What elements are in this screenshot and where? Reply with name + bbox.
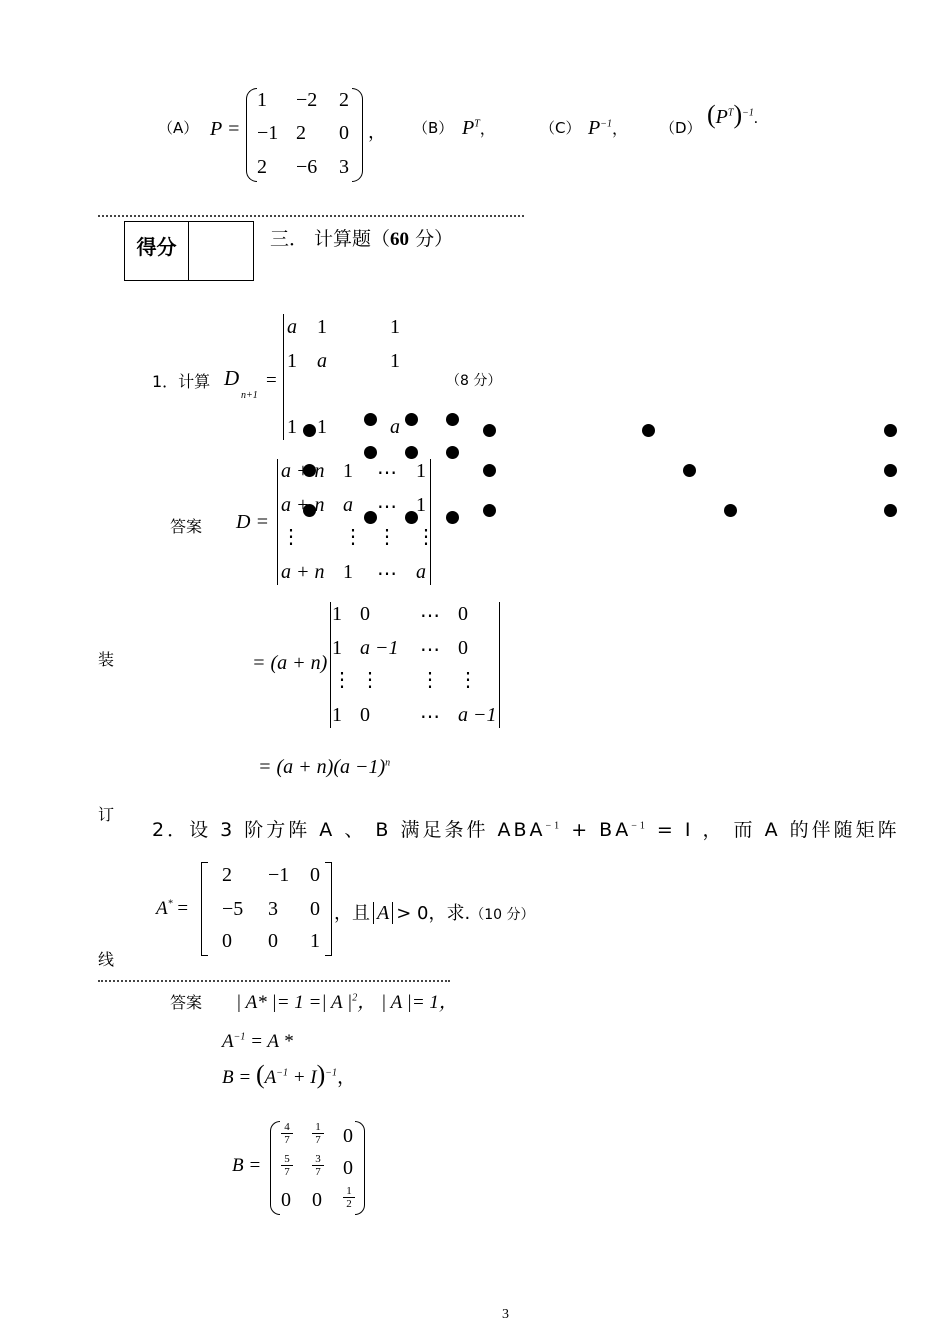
matrix-cell: −1: [257, 122, 279, 144]
artifact-dot: [303, 424, 316, 437]
matrix-cell: 3: [268, 898, 278, 920]
matrix-cell: 3: [339, 156, 349, 178]
matrix-cell: ⋮: [377, 526, 397, 548]
q2-text: 2．设 3 阶方阵 A 、 B 满足条件 $ABA^{-1} + BA^{-1} = I$ ， 而 A 的伴随矩阵: [152, 819, 900, 841]
artifact-dot: [364, 511, 377, 524]
q1-ans-det-right-bar: [430, 459, 431, 585]
q2-ans2: $A^{-1} = A$ *: [222, 1031, 293, 1052]
matrix-cell: ⋮: [420, 669, 440, 691]
matrix-cell: a: [317, 350, 327, 372]
q1-label: 1．计算: [152, 372, 211, 391]
matrix-cell: 1: [332, 637, 342, 659]
artifact-dot: [446, 413, 459, 426]
matrix-cell: 1: [390, 350, 400, 372]
matrix-cell: 0: [343, 1125, 353, 1147]
matrix-cell: 1: [390, 316, 400, 338]
q1-step2-lhs: = (a + n): [252, 652, 328, 674]
matrix-cell: a + n: [281, 460, 325, 482]
choice-d-expr: $(P^T)^{-1}$.: [707, 100, 758, 129]
artifact-dot: [642, 424, 655, 437]
q1-step2-det-left-bar: [330, 602, 331, 728]
choice-a-label: （A）: [158, 119, 199, 137]
matrix-cell: 0: [458, 603, 468, 625]
matrix-cell: −2: [296, 89, 318, 111]
q1-eq: =: [266, 370, 277, 391]
matrix-cell: 1: [317, 416, 327, 438]
q1-step2-det-right-bar: [499, 602, 500, 728]
page-number: 3: [502, 1307, 509, 1322]
matrix-cell: 1: [257, 89, 267, 111]
margin-xian: 线: [98, 950, 115, 969]
matrix-cell: ⋮: [416, 526, 436, 548]
matrix-cell: 0: [360, 704, 370, 726]
choice-a-tail: ，: [368, 122, 386, 143]
artifact-dot: [405, 413, 418, 426]
choice-a-lhs: P =: [210, 118, 241, 140]
choice-b-label: （B）: [413, 119, 454, 137]
matrix-cell: a + n: [281, 494, 325, 516]
score-label: 得分: [125, 222, 189, 280]
matrix-cell: 0: [312, 1189, 322, 1211]
matrix-cell: 1: [287, 350, 297, 372]
matrix-cell: 2: [222, 864, 232, 886]
score-box: [124, 221, 254, 281]
matrix-cell: −5: [222, 898, 244, 920]
q1-points: （8 分）: [446, 373, 502, 389]
matrix-cell: 0: [310, 864, 320, 886]
margin-ding: 订: [98, 805, 115, 824]
matrix-cell: ⋯: [377, 496, 397, 518]
margin-zhuang: 装: [98, 650, 115, 669]
matrix-cell: a: [390, 416, 400, 438]
fraction-cell: $\frac{1}{7}$: [312, 1121, 324, 1146]
q2-condition: ，且 A > 0，求.（10 分）: [334, 902, 535, 924]
matrix-cell: 1: [332, 704, 342, 726]
fraction-cell: $\frac{5}{7}$: [281, 1153, 293, 1178]
matrix-cell: ⋮: [458, 669, 478, 691]
q2-answer-label: 答案: [170, 993, 203, 1012]
q1-ans-det-left-bar: [277, 459, 278, 585]
matrix-cell: 1: [287, 416, 297, 438]
matrix-cell: ⋮: [281, 526, 301, 548]
artifact-dot: [884, 464, 897, 477]
q1-lhs: D: [224, 366, 240, 390]
p-matrix-left-paren: [246, 88, 257, 182]
matrix-cell: a: [287, 316, 297, 338]
q1-det-left-bar: [283, 314, 284, 440]
matrix-cell: 0: [222, 930, 232, 952]
section-title: 三． 计算题（60 分）: [270, 228, 454, 250]
matrix-cell: 1: [332, 603, 342, 625]
q1-answer-label: 答案: [170, 517, 203, 536]
matrix-cell: ⋯: [377, 563, 397, 585]
q2-b-lhs: B =: [232, 1155, 262, 1176]
matrix-cell: 0: [339, 122, 349, 144]
matrix-cell: a + n: [281, 561, 325, 583]
matrix-cell: 0: [343, 1157, 353, 1179]
artifact-dot: [364, 446, 377, 459]
matrix-cell: 0: [268, 930, 278, 952]
choice-c-expr: $P^{-1}$，: [588, 117, 628, 139]
matrix-cell: 1: [416, 460, 426, 482]
choice-c-label: （C）: [540, 119, 581, 137]
q2-ans3: $B = (A^{-1} + I)^{-1}$，: [222, 1060, 357, 1089]
top-dotted-separator: [98, 215, 524, 217]
matrix-cell: a: [416, 561, 426, 583]
artifact-dot: [724, 504, 737, 517]
matrix-cell: −6: [296, 156, 318, 178]
matrix-cell: −1: [268, 864, 290, 886]
matrix-cell: a −1: [360, 637, 399, 659]
matrix-cell: 1: [343, 460, 353, 482]
matrix-cell: ⋮: [343, 526, 363, 548]
matrix-cell: ⋯: [420, 706, 440, 728]
matrix-cell: 0: [458, 637, 468, 659]
artifact-dot: [483, 424, 496, 437]
matrix-cell: ⋯: [420, 639, 440, 661]
matrix-cell: ⋮: [332, 669, 352, 691]
choice-b-expr: $P^T$，: [462, 117, 496, 139]
q2-astar-lhs: A* =: [156, 898, 189, 919]
astar-left-bracket: [201, 862, 208, 956]
matrix-cell: a: [343, 494, 353, 516]
b-matrix-right-paren: [355, 1121, 365, 1215]
matrix-cell: 0: [310, 898, 320, 920]
matrix-cell: 2: [257, 156, 267, 178]
matrix-cell: 2: [339, 89, 349, 111]
fraction-cell: $\frac{1}{2}$: [343, 1185, 355, 1210]
q1-lhs-sub: n+1: [241, 390, 258, 401]
q1-result: = $(a + n)(a -1)^n$: [258, 756, 391, 778]
matrix-cell: 0: [281, 1189, 291, 1211]
choice-d-label: （D）: [660, 119, 702, 137]
b-matrix-left-paren: [270, 1121, 280, 1215]
artifact-dot: [483, 464, 496, 477]
matrix-cell: 0: [360, 603, 370, 625]
artifact-dot: [364, 413, 377, 426]
matrix-cell: 1: [317, 316, 327, 338]
matrix-cell: 1: [416, 494, 426, 516]
bottom-dotted-separator: [98, 980, 450, 982]
score-blank[interactable]: [189, 222, 252, 280]
matrix-cell: ⋯: [420, 605, 440, 627]
matrix-cell: a −1: [458, 704, 497, 726]
artifact-dot: [884, 504, 897, 517]
q1-ans-lhs: D =: [236, 511, 269, 533]
matrix-cell: ⋮: [360, 669, 380, 691]
p-matrix-right-paren: [352, 88, 363, 182]
q2-ans1: | A* |= 1 =| A $|^2$， | A |= 1，: [236, 992, 458, 1013]
fraction-cell: $\frac{3}{7}$: [312, 1153, 324, 1178]
matrix-cell: 1: [310, 930, 320, 952]
astar-right-bracket: [325, 862, 332, 956]
artifact-dot: [683, 464, 696, 477]
artifact-dot: [446, 446, 459, 459]
artifact-dot: [405, 446, 418, 459]
artifact-dot: [446, 511, 459, 524]
matrix-cell: ⋯: [377, 462, 397, 484]
artifact-dot: [884, 424, 897, 437]
matrix-cell: 2: [296, 122, 306, 144]
fraction-cell: $\frac{4}{7}$: [281, 1121, 293, 1146]
matrix-cell: 1: [343, 561, 353, 583]
artifact-dot: [483, 504, 496, 517]
